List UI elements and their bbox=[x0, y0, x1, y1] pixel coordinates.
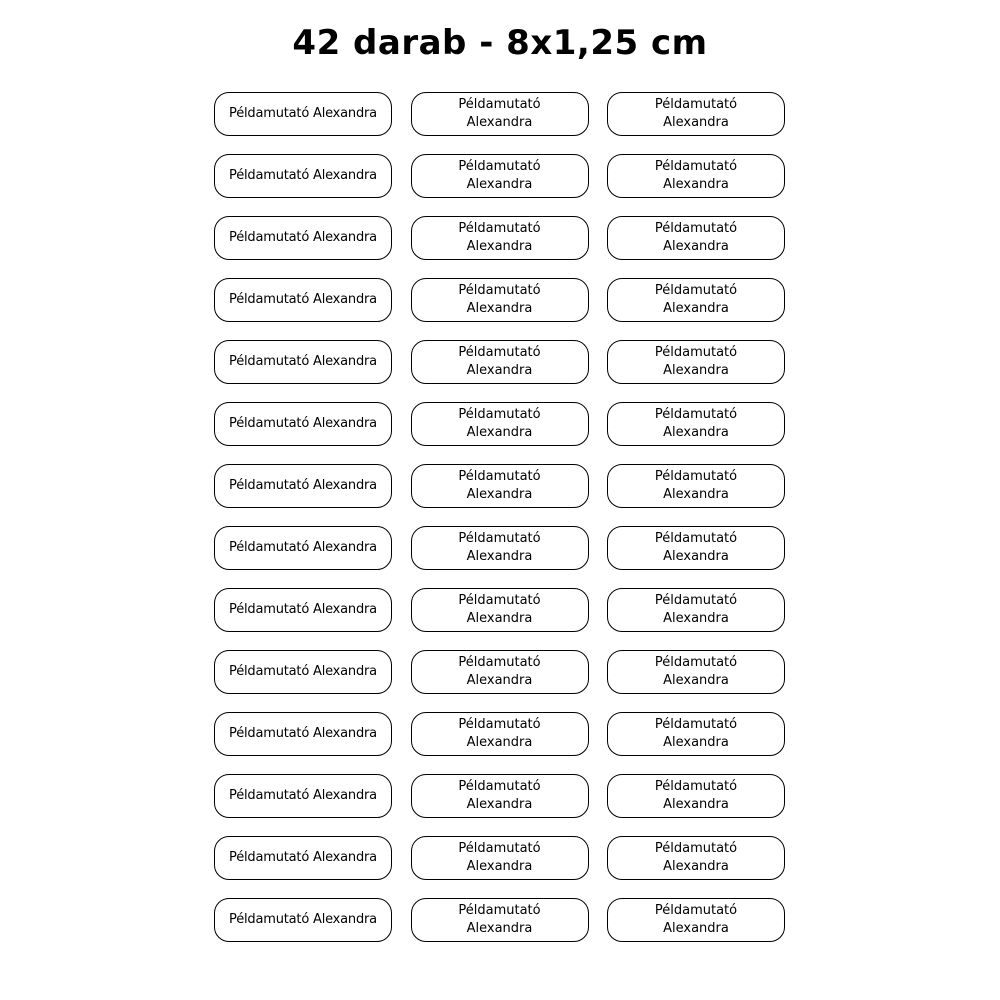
name-label bbox=[214, 526, 392, 570]
label-second-line: Alexandra bbox=[663, 363, 729, 378]
label-second-line: Alexandra bbox=[466, 115, 533, 130]
label-name-text: Példamutató Alexandra bbox=[229, 664, 377, 679]
name-label bbox=[411, 402, 589, 446]
label-first-line: Példamutató bbox=[654, 717, 738, 732]
label-second-line: Alexandra bbox=[663, 611, 729, 626]
name-label bbox=[607, 92, 785, 136]
label-second-line: Alexandra bbox=[663, 673, 729, 688]
name-label bbox=[411, 526, 589, 570]
name-label bbox=[411, 650, 589, 694]
label-first-line: Példamutató bbox=[654, 97, 738, 112]
name-label bbox=[607, 898, 785, 942]
page-title: 42 darab - 8x1,25 cm bbox=[292, 23, 708, 63]
name-label bbox=[214, 774, 392, 818]
name-label bbox=[214, 464, 392, 508]
name-label bbox=[214, 92, 392, 136]
name-label bbox=[607, 340, 785, 384]
label-first-line: Példamutató bbox=[458, 97, 541, 112]
label-name-text: Példamutató Alexandra bbox=[229, 230, 377, 245]
label-name-text: Példamutató Alexandra bbox=[229, 726, 377, 741]
name-label bbox=[607, 278, 785, 322]
label-name-text: Példamutató Alexandra bbox=[229, 168, 377, 183]
label-second-line: Alexandra bbox=[466, 921, 533, 936]
name-label bbox=[214, 216, 392, 260]
label-name-text: Példamutató Alexandra bbox=[229, 478, 377, 493]
name-label bbox=[411, 216, 589, 260]
label-name-text: Példamutató Alexandra bbox=[229, 850, 377, 865]
name-label bbox=[214, 154, 392, 198]
name-label bbox=[607, 650, 785, 694]
label-first-line: Példamutató bbox=[654, 345, 738, 360]
label-second-line: Alexandra bbox=[466, 549, 533, 564]
name-label bbox=[214, 340, 392, 384]
label-second-line: Alexandra bbox=[466, 177, 533, 192]
label-first-line: Példamutató bbox=[654, 407, 738, 422]
label-second-line: Alexandra bbox=[663, 797, 729, 812]
label-second-line: Alexandra bbox=[466, 363, 533, 378]
name-label bbox=[411, 774, 589, 818]
name-label bbox=[411, 278, 589, 322]
name-label bbox=[411, 464, 589, 508]
label-first-line: Példamutató bbox=[654, 841, 738, 856]
label-second-line: Alexandra bbox=[663, 921, 729, 936]
name-label bbox=[411, 712, 589, 756]
label-first-line: Példamutató bbox=[654, 593, 738, 608]
label-first-line: Példamutató bbox=[458, 159, 541, 174]
label-second-line: Alexandra bbox=[663, 735, 729, 750]
label-first-line: Példamutató bbox=[654, 779, 738, 794]
label-first-line: Példamutató bbox=[458, 841, 541, 856]
name-label bbox=[411, 588, 589, 632]
label-sheet bbox=[214, 92, 785, 942]
name-label bbox=[214, 898, 392, 942]
label-first-line: Példamutató bbox=[654, 903, 738, 918]
label-name-text: Példamutató Alexandra bbox=[229, 602, 377, 617]
label-first-line: Példamutató bbox=[458, 903, 541, 918]
label-first-line: Példamutató bbox=[458, 283, 541, 298]
label-second-line: Alexandra bbox=[466, 611, 533, 626]
label-second-line: Alexandra bbox=[466, 735, 533, 750]
label-second-line: Alexandra bbox=[663, 177, 729, 192]
label-second-line: Alexandra bbox=[663, 239, 729, 254]
name-label bbox=[214, 278, 392, 322]
label-second-line: Alexandra bbox=[663, 859, 729, 874]
label-second-line: Alexandra bbox=[466, 239, 533, 254]
label-name-text: Példamutató Alexandra bbox=[229, 416, 377, 431]
label-second-line: Alexandra bbox=[466, 301, 533, 316]
label-second-line: Alexandra bbox=[663, 301, 729, 316]
name-label bbox=[411, 340, 589, 384]
name-label bbox=[607, 526, 785, 570]
name-label bbox=[607, 216, 785, 260]
label-second-line: Alexandra bbox=[663, 487, 729, 502]
label-first-line: Példamutató bbox=[654, 531, 738, 546]
label-name-text: Példamutató Alexandra bbox=[229, 540, 377, 555]
name-label bbox=[411, 836, 589, 880]
label-first-line: Példamutató bbox=[458, 593, 541, 608]
label-second-line: Alexandra bbox=[466, 859, 533, 874]
name-label bbox=[411, 154, 589, 198]
label-second-line: Alexandra bbox=[466, 673, 533, 688]
label-second-line: Alexandra bbox=[466, 487, 533, 502]
label-second-line: Alexandra bbox=[466, 797, 533, 812]
label-first-line: Példamutató bbox=[654, 283, 738, 298]
label-first-line: Példamutató bbox=[458, 655, 541, 670]
name-label bbox=[214, 402, 392, 446]
label-first-line: Példamutató bbox=[654, 469, 738, 484]
label-first-line: Példamutató bbox=[654, 159, 738, 174]
name-label bbox=[607, 836, 785, 880]
label-first-line: Példamutató bbox=[458, 531, 541, 546]
label-first-line: Példamutató bbox=[458, 779, 541, 794]
label-first-line: Példamutató bbox=[458, 407, 541, 422]
label-name-text: Példamutató Alexandra bbox=[229, 354, 377, 369]
name-label bbox=[214, 712, 392, 756]
name-label bbox=[607, 402, 785, 446]
label-second-line: Alexandra bbox=[663, 549, 729, 564]
label-first-line: Példamutató bbox=[458, 469, 541, 484]
name-label bbox=[214, 588, 392, 632]
label-second-line: Alexandra bbox=[663, 115, 729, 130]
label-name-text: Példamutató Alexandra bbox=[229, 912, 377, 927]
label-name-text: Példamutató Alexandra bbox=[229, 292, 377, 307]
name-label bbox=[607, 774, 785, 818]
name-label bbox=[411, 898, 589, 942]
label-first-line: Példamutató bbox=[458, 221, 541, 236]
label-second-line: Alexandra bbox=[663, 425, 729, 440]
name-label bbox=[607, 464, 785, 508]
label-first-line: Példamutató bbox=[458, 345, 541, 360]
name-label bbox=[214, 836, 392, 880]
label-name-text: Példamutató Alexandra bbox=[229, 106, 377, 121]
name-label bbox=[411, 92, 589, 136]
label-second-line: Alexandra bbox=[466, 425, 533, 440]
label-first-line: Példamutató bbox=[654, 655, 738, 670]
label-first-line: Példamutató bbox=[654, 221, 738, 236]
name-label bbox=[607, 712, 785, 756]
name-label bbox=[607, 154, 785, 198]
label-first-line: Példamutató bbox=[458, 717, 541, 732]
label-name-text: Példamutató Alexandra bbox=[229, 788, 377, 803]
name-label bbox=[607, 588, 785, 632]
name-label bbox=[214, 650, 392, 694]
